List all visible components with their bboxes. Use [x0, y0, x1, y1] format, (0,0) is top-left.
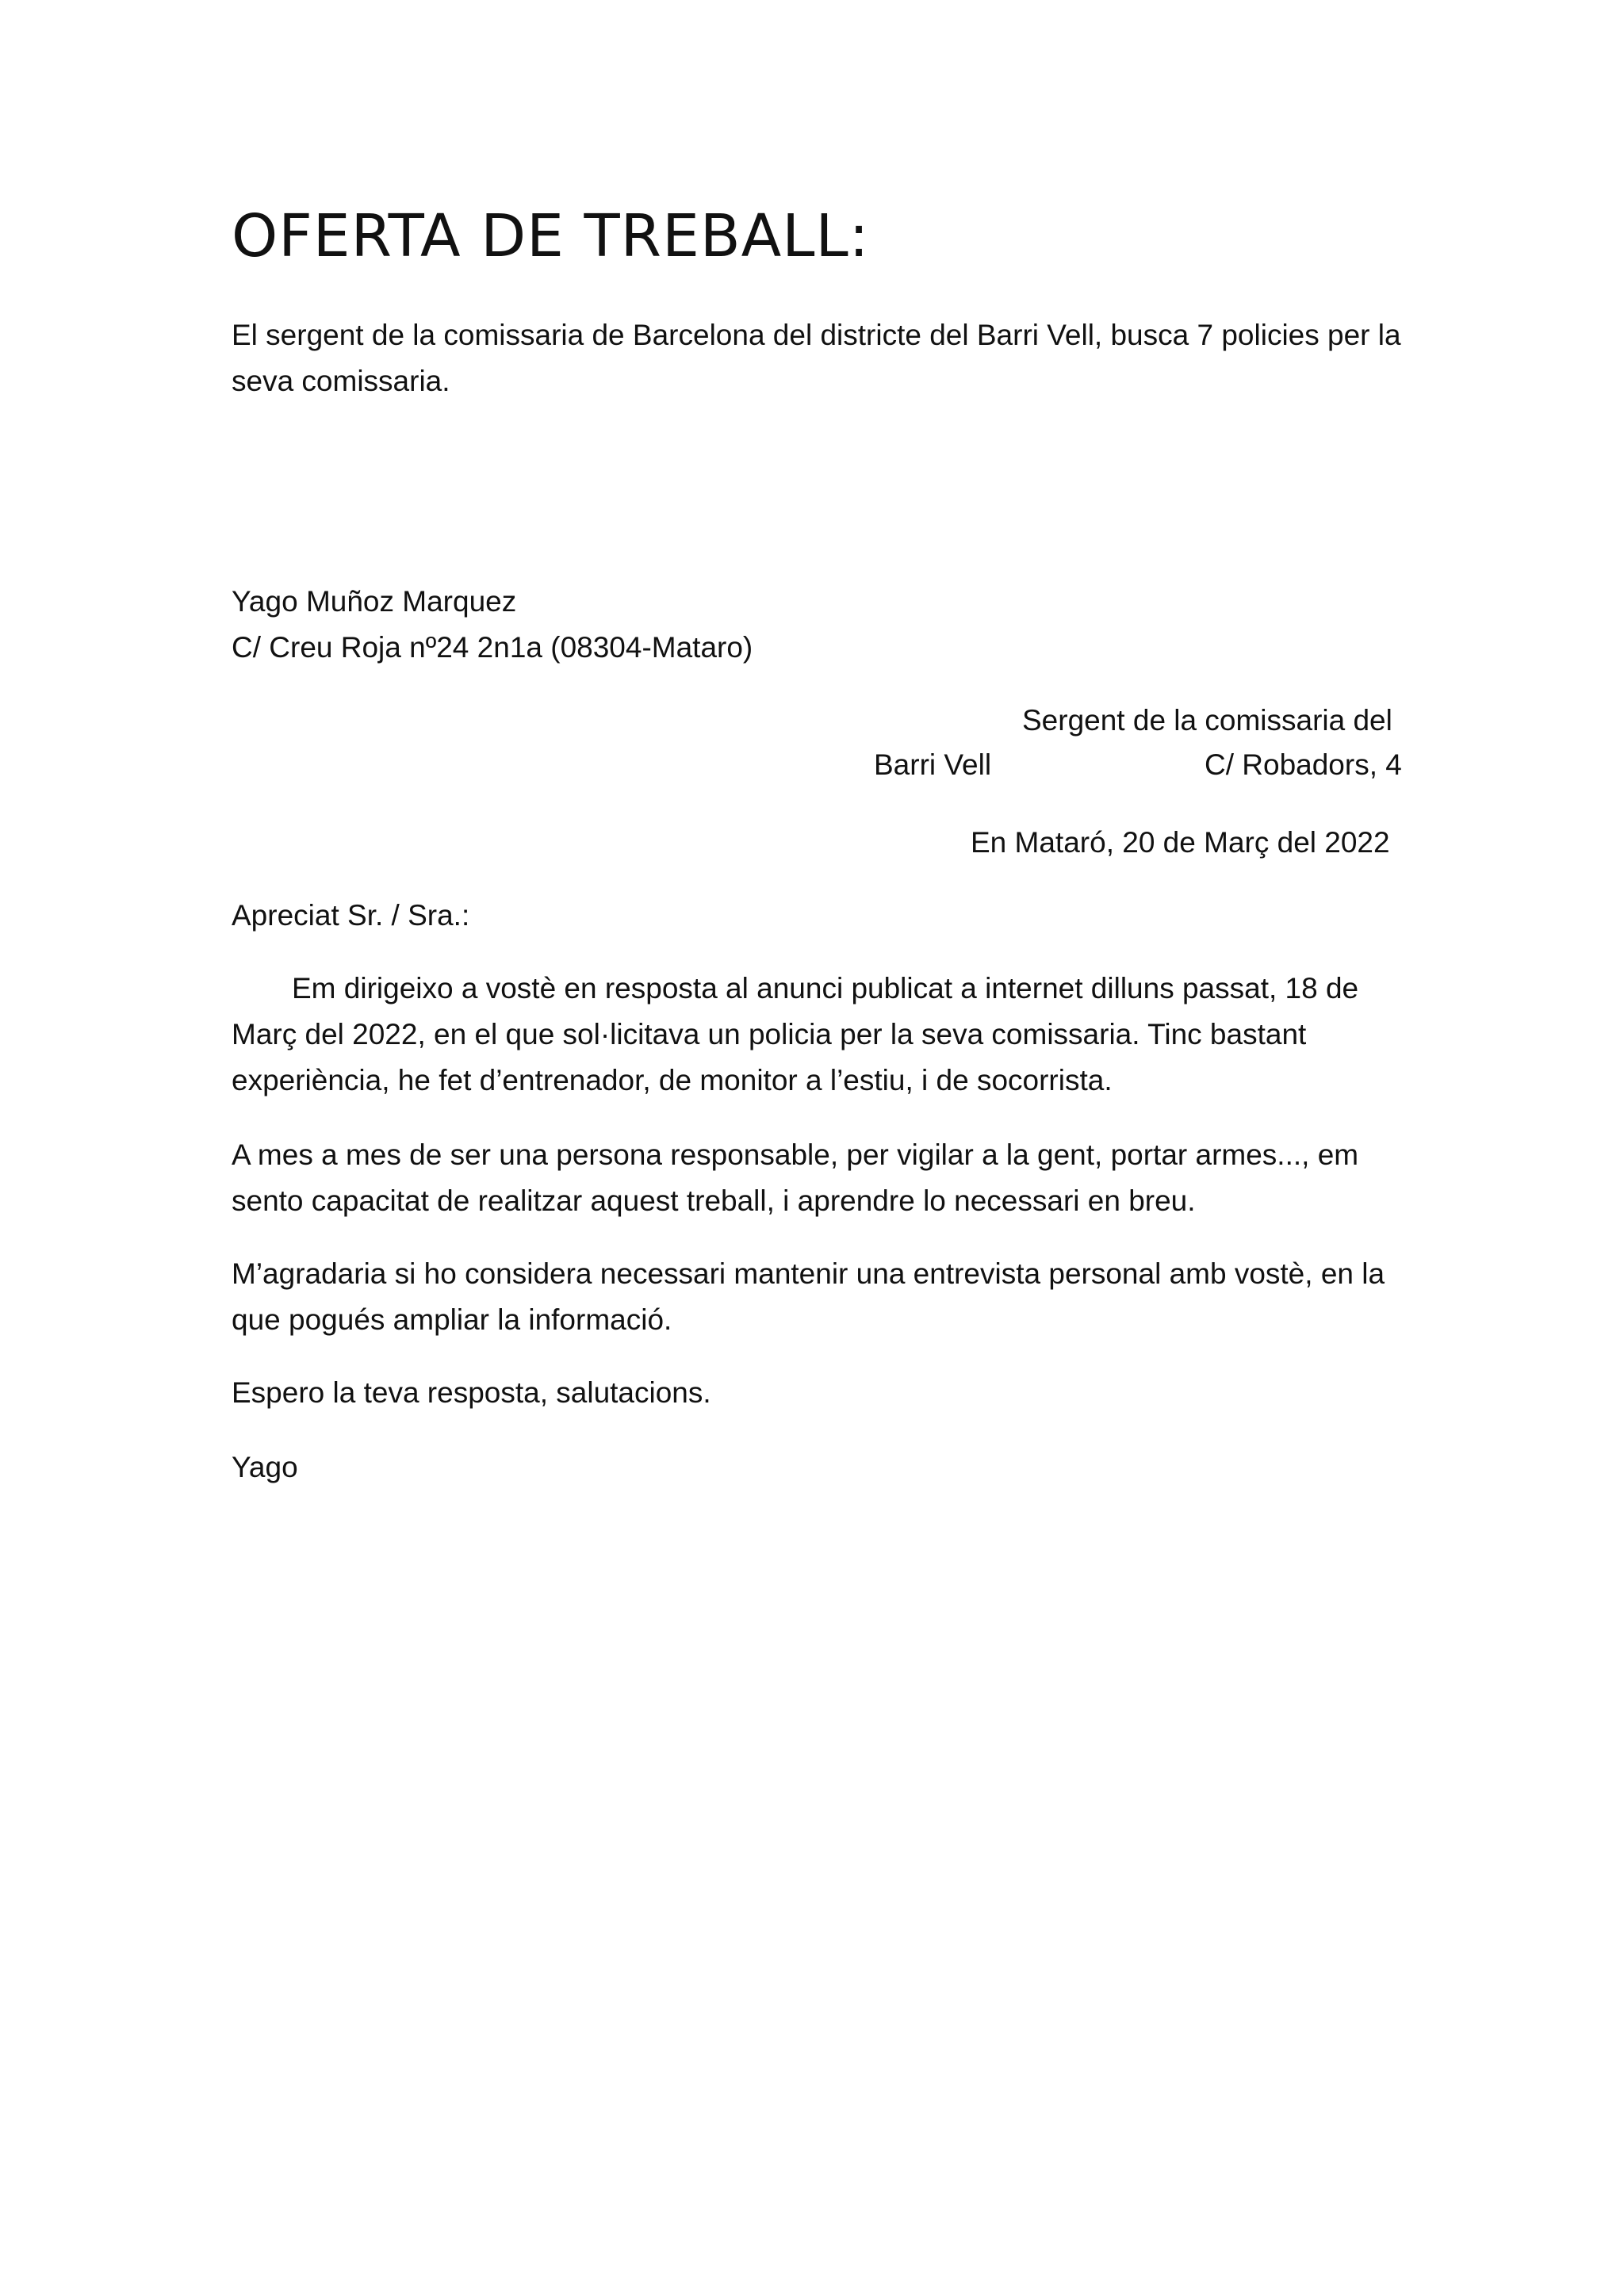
document-title: OFERTA DE TREBALL:	[232, 202, 870, 270]
body-paragraph-1: Em dirigeixo a vostè en resposta al anunci publicat a internet dilluns passat, 18 de Març del 2022, en el que sol·licitava un policia per la seva comissaria. Tinc bastant experiència, he fet d’entrenador, de monitor a l’estiu, i de socorrista.	[232, 972, 1359, 1096]
sender-name: Yago Muñoz Marquez	[232, 585, 517, 618]
letter-date: En Mataró, 20 de Març del 2022	[971, 826, 1390, 859]
recipient-line-2-right: C/ Robadors, 4	[1205, 748, 1402, 781]
sender-block	[232, 579, 753, 671]
body-paragraph-3: M’agradaria si ho considera necessari mantenir una entrevista personal amb vostè, en la que pogués ampliar la informació.	[232, 1257, 1385, 1336]
closing-line: Espero la teva resposta, salutacions.	[232, 1376, 711, 1409]
signature: Yago	[232, 1451, 298, 1483]
recipient-line-2-left: Barri Vell	[874, 748, 992, 781]
recipient-line-1: Sergent de la comissaria del	[1022, 704, 1392, 737]
body-paragraph-2: A mes a mes de ser una persona responsable, per vigilar a la gent, portar armes..., em sento capacitat de realitzar aquest treball, i aprendre lo necessari en breu.	[232, 1138, 1359, 1217]
sender-address: C/ Creu Roja nº24 2n1a (08304-Mataro)	[232, 631, 753, 664]
intro-paragraph: El sergent de la comissaria de Barcelona del districte del Barri Vell, busca 7 policies per la seva comissaria.	[232, 319, 1401, 397]
greeting: Apreciat Sr. / Sra.:	[232, 899, 470, 932]
